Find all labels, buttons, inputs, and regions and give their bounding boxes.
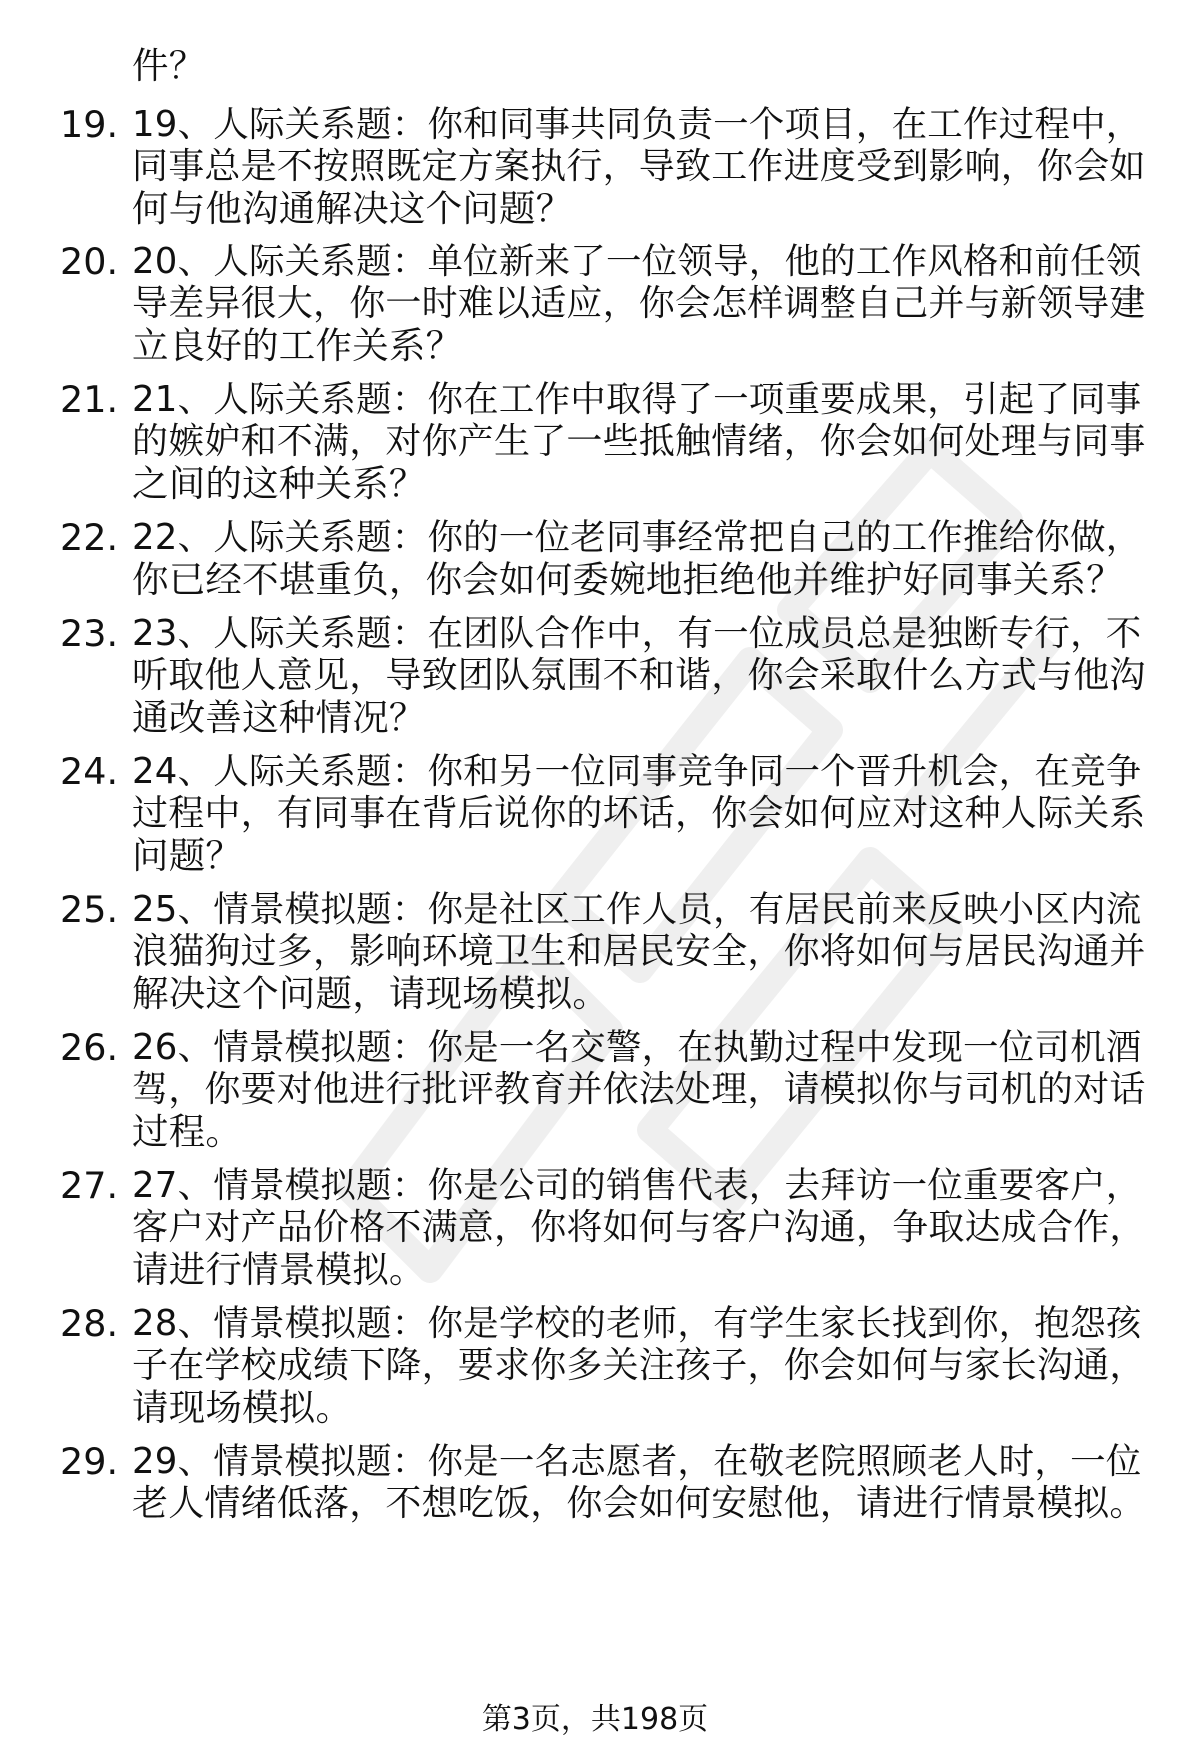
- item-text-line: 20、人际关系题：单位新来了一位领导，他的工作风格和前任领: [132, 241, 1142, 282]
- item-text-line: 听取他人意见，导致团队氛围不和谐，你会采取什么方式与他沟: [132, 655, 1146, 696]
- item-text-line: 27、情景模拟题：你是公司的销售代表，去拜访一位重要客户，: [132, 1165, 1142, 1206]
- item-text-line: 19、人际关系题：你和同事共同负责一个项目，在工作过程中，: [132, 104, 1142, 145]
- item-text-line: 立良好的工作关系？: [132, 324, 463, 367]
- item-number: 29.: [60, 1440, 119, 1483]
- item-text-line: 何与他沟通解决这个问题？: [132, 187, 573, 230]
- item-text-line: 导差异很大，你一时难以适应，你会怎样调整自己并与新领导建: [132, 283, 1146, 324]
- item-text-line: 客户对产品价格不满意，你将如何与客户沟通，争取达成合作，: [132, 1207, 1146, 1248]
- item-text-line: 浪猫狗过多，影响环境卫生和居民安全，你将如何与居民沟通并: [132, 931, 1146, 972]
- item-text-line: 同事总是不按照既定方案执行，导致工作进度受到影响，你会如: [132, 146, 1146, 187]
- item-text-line: 你已经不堪重负，你会如何委婉地拒绝他并维护好同事关系？: [132, 558, 1123, 601]
- item-text-line: 解决这个问题，请现场模拟。: [132, 972, 610, 1015]
- item-text-line: 21、人际关系题：你在工作中取得了一项重要成果，引起了同事: [132, 379, 1142, 420]
- item-number: 28.: [60, 1302, 119, 1345]
- item-number: 20.: [60, 240, 119, 283]
- item-number: 23.: [60, 612, 119, 655]
- item-text-line: 请进行情景模拟。: [132, 1248, 426, 1291]
- continuation-text: 件？: [132, 44, 206, 87]
- item-text-line: 子在学校成绩下降，要求你多关注孩子，你会如何与家长沟通，: [132, 1345, 1146, 1386]
- item-text-line: 过程中，有同事在背后说你的坏话，你会如何应对这种人际关系: [132, 793, 1146, 834]
- item-number: 21.: [60, 378, 119, 421]
- item-text-line: 请现场模拟。: [132, 1386, 353, 1429]
- item-text-line: 26、情景模拟题：你是一名交警，在执勤过程中发现一位司机酒: [132, 1027, 1142, 1068]
- item-number: 26.: [60, 1026, 119, 1069]
- item-text-line: 通改善这种情况？: [132, 696, 426, 739]
- item-number: 27.: [60, 1164, 119, 1207]
- item-number: 24.: [60, 750, 119, 793]
- item-text-line: 29、情景模拟题：你是一名志愿者，在敬老院照顾老人时，一位: [132, 1441, 1142, 1482]
- item-text-line: 23、人际关系题：在团队合作中，有一位成员总是独断专行，不: [132, 613, 1142, 654]
- item-text-line: 25、情景模拟题：你是社区工作人员，有居民前来反映小区内流: [132, 889, 1142, 930]
- item-text-line: 28、情景模拟题：你是学校的老师，有学生家长找到你，抱怨孩: [132, 1303, 1142, 1344]
- item-number: 19.: [60, 103, 119, 146]
- item-text-line: 驾，你要对他进行批评教育并依法处理，请模拟你与司机的对话: [132, 1069, 1146, 1110]
- item-text-line: 问题？: [132, 834, 243, 877]
- item-text-line: 之间的这种关系？: [132, 462, 426, 505]
- item-text-line: 过程。: [132, 1110, 243, 1153]
- item-number: 22.: [60, 516, 119, 559]
- item-text-line: 22、人际关系题：你的一位老同事经常把自己的工作推给你做，: [132, 517, 1142, 558]
- page-number-footer: 第3页，共198页: [481, 1702, 709, 1737]
- item-text-line: 24、人际关系题：你和另一位同事竞争同一个晋升机会，在竞争: [132, 751, 1142, 792]
- item-text-line: 老人情绪低落，不想吃饭，你会如何安慰他，请进行情景模拟。: [132, 1483, 1146, 1524]
- item-text-line: 的嫉妒和不满，对你产生了一些抵触情绪，你会如何处理与同事: [132, 421, 1146, 462]
- item-number: 25.: [60, 888, 119, 931]
